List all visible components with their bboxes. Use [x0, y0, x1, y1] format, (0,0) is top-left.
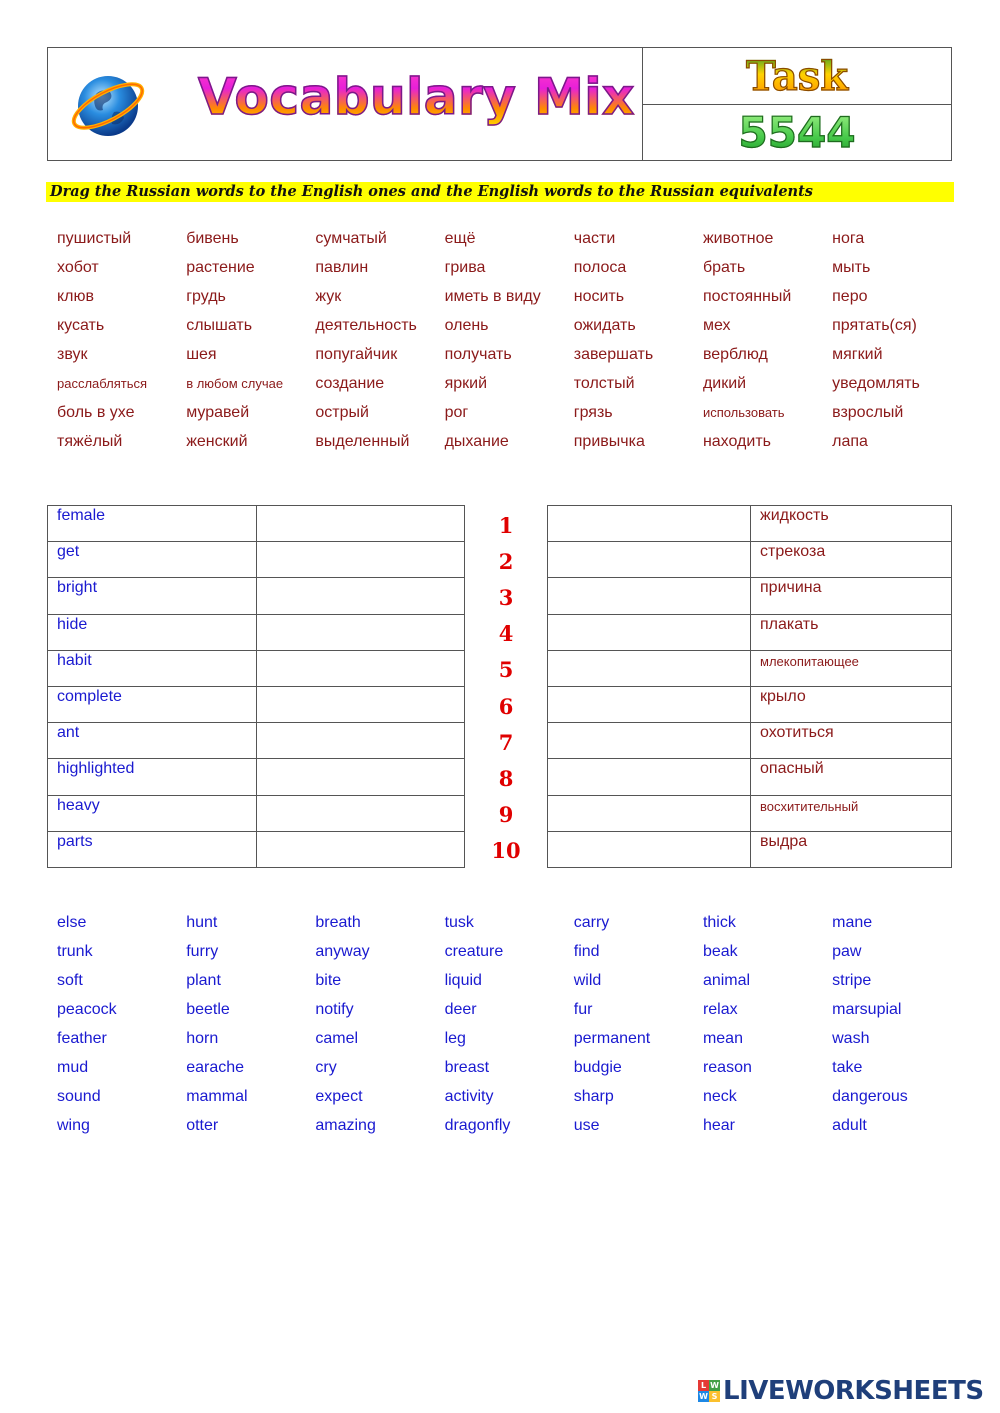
english-word[interactable]: deer	[444, 1001, 477, 1018]
english-word[interactable]: leg	[444, 1030, 466, 1047]
russian-word[interactable]: грива	[444, 259, 486, 276]
answer-drop-zone[interactable]	[548, 651, 750, 686]
badge-letter: W	[699, 1392, 708, 1401]
russian-word[interactable]: боль в ухе	[57, 404, 135, 421]
page-title: Vocabulary Mix	[198, 68, 635, 126]
russian-word[interactable]: женский	[186, 433, 248, 450]
answer-drop-zone[interactable]	[256, 651, 464, 686]
english-prompt-word: ant	[57, 724, 80, 742]
russian-word[interactable]: постоянный	[702, 288, 792, 305]
english-word[interactable]: use	[573, 1117, 600, 1134]
answer-drop-zone[interactable]	[256, 615, 464, 650]
russian-word[interactable]: брать	[702, 259, 746, 276]
row-number: 1	[498, 512, 514, 538]
english-word[interactable]: camel	[315, 1030, 359, 1047]
russian-word[interactable]: полоса	[573, 259, 627, 276]
task-label-cell	[643, 48, 951, 105]
russian-word[interactable]: части	[573, 230, 616, 247]
english-word[interactable]: breath	[315, 914, 361, 931]
english-prompt-word: parts	[57, 832, 93, 850]
answer-drop-zone[interactable]	[256, 578, 464, 613]
english-word[interactable]: earache	[186, 1059, 245, 1076]
russian-word[interactable]: павлин	[315, 259, 369, 276]
table-row	[548, 542, 951, 578]
english-word[interactable]: soft	[57, 972, 83, 989]
russian-prompt-word: млекопитающее	[750, 651, 951, 686]
table-row	[48, 542, 464, 578]
english-word[interactable]: bite	[315, 972, 342, 989]
table-row	[548, 759, 951, 795]
russian-word[interactable]: сумчатый	[315, 230, 387, 247]
russian-prompt-word: причина	[750, 578, 951, 613]
table-row	[548, 578, 951, 614]
worksheet-header	[47, 47, 952, 161]
table-row	[48, 578, 464, 614]
russian-prompt-word: жидкость	[750, 506, 951, 541]
english-word[interactable]: hear	[702, 1117, 735, 1134]
row-number: 7	[498, 729, 514, 755]
task-number: 5544	[738, 108, 856, 157]
english-word[interactable]: liquid	[444, 972, 482, 989]
english-word[interactable]: peacock	[57, 1001, 117, 1018]
russian-word[interactable]: лапа	[832, 433, 868, 450]
english-word[interactable]: reason	[702, 1059, 752, 1076]
russian-to-english-table	[547, 505, 952, 868]
russian-word[interactable]: бивень	[186, 230, 239, 247]
task-box	[643, 48, 951, 160]
english-prompt-word: heavy	[57, 796, 100, 814]
table-row	[48, 651, 464, 687]
english-prompt-word: hide	[57, 615, 88, 633]
russian-word[interactable]: уведомлять	[832, 375, 920, 392]
english-word[interactable]: wild	[573, 972, 602, 989]
answer-drop-zone[interactable]	[256, 832, 464, 868]
english-word[interactable]: carry	[573, 914, 610, 931]
english-word[interactable]: breast	[444, 1059, 490, 1076]
english-word[interactable]: activity	[444, 1088, 494, 1105]
table-row	[48, 506, 464, 542]
english-word[interactable]: trunk	[57, 943, 93, 960]
english-word[interactable]: neck	[702, 1088, 737, 1105]
answer-drop-zone[interactable]	[548, 723, 750, 758]
russian-word[interactable]: кусать	[57, 317, 105, 334]
answer-drop-zone[interactable]	[548, 687, 750, 722]
answer-drop-zone[interactable]	[548, 578, 750, 613]
row-number: 8	[498, 765, 514, 791]
russian-word[interactable]: носить	[573, 288, 625, 305]
russian-word[interactable]: получать	[444, 346, 512, 363]
row-number: 6	[498, 693, 514, 719]
english-word[interactable]: plant	[186, 972, 221, 989]
russian-word[interactable]: грязь	[573, 404, 613, 421]
russian-word[interactable]: использовать	[702, 405, 785, 420]
english-prompt-word: get	[57, 543, 80, 561]
table-row	[548, 651, 951, 687]
task-label: Task	[745, 52, 849, 100]
english-word[interactable]: hunt	[186, 914, 218, 931]
table-row	[548, 832, 951, 868]
answer-drop-zone[interactable]	[548, 506, 750, 541]
table-row	[48, 759, 464, 795]
english-word[interactable]: horn	[186, 1030, 219, 1047]
russian-word[interactable]: животное	[702, 230, 774, 247]
russian-word[interactable]: растение	[186, 259, 255, 276]
russian-word-bank	[57, 229, 957, 461]
row-number: 9	[498, 802, 514, 828]
russian-word[interactable]: иметь в виду	[444, 288, 541, 305]
russian-word[interactable]: хобот	[57, 259, 99, 276]
table-row	[48, 723, 464, 759]
russian-word[interactable]: жук	[315, 288, 342, 305]
answer-drop-zone[interactable]	[548, 759, 750, 794]
russian-word[interactable]: привычка	[573, 433, 645, 450]
russian-word[interactable]: тяжёлый	[57, 433, 123, 450]
english-word[interactable]: take	[832, 1059, 863, 1076]
row-number: 5	[498, 657, 514, 683]
english-word[interactable]: tusk	[444, 914, 474, 931]
answer-drop-zone[interactable]	[548, 832, 750, 868]
english-word[interactable]: find	[573, 943, 600, 960]
english-word[interactable]: permanent	[573, 1030, 651, 1047]
russian-prompt-word: крыло	[750, 687, 951, 722]
answer-drop-zone[interactable]	[256, 542, 464, 577]
globe-icon	[68, 64, 148, 144]
answer-drop-zone[interactable]	[256, 687, 464, 722]
table-row	[548, 615, 951, 651]
english-word[interactable]: beetle	[186, 1001, 230, 1018]
russian-word[interactable]: яркий	[444, 375, 487, 392]
english-word[interactable]: feather	[57, 1030, 107, 1047]
russian-word[interactable]: попугайчик	[315, 346, 398, 363]
table-row	[548, 687, 951, 723]
english-word[interactable]: relax	[702, 1001, 738, 1018]
russian-word[interactable]: рог	[444, 404, 469, 421]
russian-word[interactable]: верблюд	[702, 346, 768, 363]
russian-word[interactable]: звук	[57, 346, 88, 363]
russian-word[interactable]: в любом случае	[186, 376, 284, 391]
table-row	[48, 615, 464, 651]
english-to-russian-table	[47, 505, 465, 868]
russian-word[interactable]: нога	[832, 230, 865, 247]
english-word[interactable]: adult	[832, 1117, 867, 1134]
answer-drop-zone[interactable]	[256, 506, 464, 541]
english-word[interactable]: mane	[832, 914, 873, 931]
english-prompt-word: complete	[57, 687, 122, 705]
english-prompt-word: highlighted	[57, 760, 135, 778]
row-numbers	[470, 505, 542, 867]
russian-prompt-word: стрекоза	[750, 542, 951, 577]
english-word[interactable]: wing	[57, 1117, 90, 1134]
russian-word[interactable]: находить	[702, 433, 771, 450]
answer-drop-zone[interactable]	[256, 796, 464, 831]
russian-word[interactable]: прятать(ся)	[832, 317, 917, 334]
english-word[interactable]: notify	[315, 1001, 354, 1018]
russian-word[interactable]: муравей	[186, 404, 250, 421]
english-word[interactable]: thick	[702, 914, 736, 931]
table-row	[48, 687, 464, 723]
english-word[interactable]: furry	[186, 943, 219, 960]
table-row	[48, 832, 464, 868]
english-word[interactable]: fur	[573, 1001, 593, 1018]
english-word-bank	[57, 913, 957, 1145]
english-prompt-word: female	[57, 507, 106, 524]
english-word[interactable]: sharp	[573, 1088, 614, 1105]
answer-drop-zone[interactable]	[548, 796, 750, 831]
russian-word[interactable]: пушистый	[57, 230, 132, 247]
russian-word[interactable]: завершать	[573, 346, 654, 363]
russian-word[interactable]: толстый	[573, 375, 635, 392]
answer-drop-zone[interactable]	[548, 615, 750, 650]
english-word[interactable]: marsupial	[832, 1001, 902, 1018]
badge-letter: S	[709, 1391, 720, 1402]
brand-text: LIVEWORKSHEETS	[723, 1376, 984, 1406]
russian-word[interactable]: олень	[444, 317, 489, 334]
title-cell	[48, 48, 643, 160]
liveworksheets-badge-icon	[698, 1380, 720, 1402]
english-word[interactable]: mean	[702, 1030, 743, 1047]
russian-word[interactable]: выделенный	[315, 433, 410, 450]
english-word[interactable]: dragonfly	[444, 1117, 511, 1134]
english-word[interactable]: expect	[315, 1088, 363, 1105]
english-word[interactable]: budgie	[573, 1059, 622, 1076]
answer-drop-zone[interactable]	[548, 542, 750, 577]
table-row	[48, 796, 464, 832]
row-number: 3	[498, 584, 514, 610]
liveworksheets-logo	[698, 1376, 984, 1406]
english-word[interactable]: creature	[444, 943, 504, 960]
english-word[interactable]: wash	[832, 1030, 870, 1047]
russian-word[interactable]: мыть	[832, 259, 871, 276]
russian-word[interactable]: расслабляться	[57, 376, 148, 391]
russian-word[interactable]: дыхание	[444, 433, 509, 450]
russian-word[interactable]: грудь	[186, 288, 226, 305]
russian-prompt-word: охотиться	[750, 723, 951, 758]
russian-word[interactable]: создание	[315, 375, 385, 392]
english-word[interactable]: mud	[57, 1059, 89, 1076]
english-word[interactable]: sound	[57, 1088, 101, 1105]
russian-word[interactable]: шея	[186, 346, 217, 363]
english-word[interactable]: stripe	[832, 972, 872, 989]
russian-word[interactable]: острый	[315, 404, 369, 421]
russian-word[interactable]: перо	[832, 288, 868, 305]
russian-prompt-word: плакать	[750, 615, 951, 650]
english-word[interactable]: mammal	[186, 1088, 248, 1105]
answer-drop-zone[interactable]	[256, 723, 464, 758]
badge-letter: L	[698, 1380, 709, 1391]
instruction-banner: Drag the Russian words to the English ones and the English words to the Russian equivalents	[46, 182, 954, 202]
english-prompt-word: bright	[57, 579, 98, 597]
row-number: 4	[498, 621, 514, 647]
english-word[interactable]: otter	[186, 1117, 219, 1134]
english-word[interactable]: paw	[832, 943, 862, 960]
row-number: 2	[498, 548, 514, 574]
english-word[interactable]: amazing	[315, 1117, 376, 1134]
english-word[interactable]: dangerous	[832, 1088, 908, 1105]
russian-prompt-word: выдра	[750, 832, 951, 868]
row-number: 10	[491, 838, 521, 864]
task-number-cell	[643, 105, 951, 160]
russian-word[interactable]: ожидать	[573, 317, 636, 334]
table-row	[548, 723, 951, 759]
russian-word[interactable]: слышать	[186, 317, 253, 334]
russian-prompt-word: восхитительный	[750, 796, 951, 831]
russian-word[interactable]: деятельность	[315, 317, 417, 334]
russian-word[interactable]: ещё	[444, 230, 476, 247]
table-row	[548, 796, 951, 832]
table-row	[548, 506, 951, 542]
english-word[interactable]: beak	[702, 943, 738, 960]
russian-word[interactable]: мягкий	[832, 346, 883, 363]
english-word[interactable]: else	[57, 914, 87, 931]
russian-word[interactable]: клюв	[57, 288, 95, 305]
russian-prompt-word: опасный	[750, 759, 951, 794]
english-prompt-word: habit	[57, 651, 92, 669]
answer-drop-zone[interactable]	[256, 759, 464, 794]
russian-word[interactable]: дикий	[702, 375, 747, 392]
english-word[interactable]: animal	[702, 972, 751, 989]
russian-word[interactable]: взрослый	[832, 404, 904, 421]
english-word[interactable]: cry	[315, 1059, 337, 1076]
badge-letter: W	[710, 1381, 719, 1390]
english-word[interactable]: anyway	[315, 943, 370, 960]
russian-word[interactable]: мех	[702, 317, 731, 334]
